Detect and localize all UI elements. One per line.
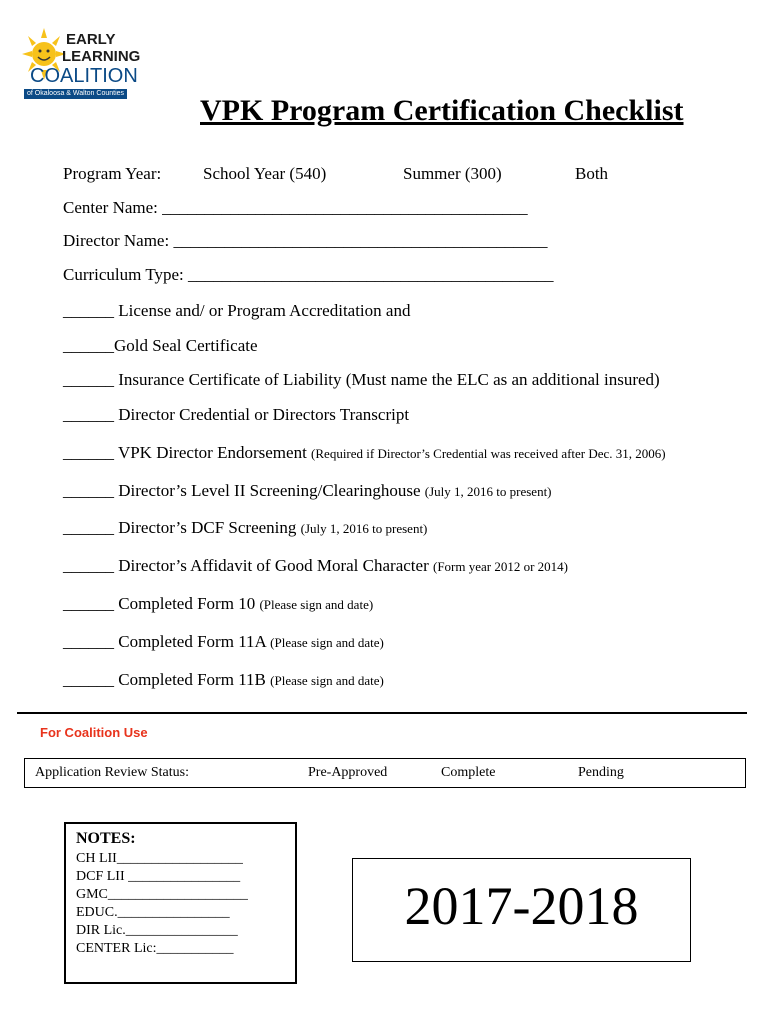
notes-box xyxy=(64,822,297,984)
checklist-item[interactable] xyxy=(63,481,552,501)
section-divider xyxy=(17,712,747,714)
program-year-both[interactable]: Both xyxy=(575,164,609,183)
checklist-item[interactable] xyxy=(63,336,258,356)
logo-coalition: COALITION xyxy=(30,65,138,87)
check-blank[interactable]: ______ xyxy=(63,594,114,613)
check-blank[interactable]: ______ xyxy=(63,405,114,424)
director-name-field[interactable]: Director Name: ____________________________________________ xyxy=(63,231,548,250)
notes-line[interactable]: GMC____________________ xyxy=(76,887,248,902)
item-note: (Please sign and date) xyxy=(259,597,374,612)
review-status-label: Application Review Status: xyxy=(35,765,189,780)
year-text: 2017-2018 xyxy=(404,876,639,936)
item-text: License and/ or Program Accreditation and xyxy=(114,301,411,320)
program-year-label: Program Year: xyxy=(63,164,162,183)
check-blank[interactable]: ______ xyxy=(63,556,114,575)
check-blank[interactable]: ______ xyxy=(63,518,114,537)
review-complete[interactable]: Complete xyxy=(441,765,496,780)
check-blank[interactable]: ______ xyxy=(63,370,114,389)
logo-early: EARLY xyxy=(66,31,116,48)
checklist-item[interactable] xyxy=(63,670,384,690)
notes-line[interactable]: DCF LII ________________ xyxy=(76,869,241,884)
item-text: Director’s DCF Screening xyxy=(114,518,301,537)
item-text: Completed Form 11A xyxy=(114,632,271,651)
notes-title: NOTES: xyxy=(76,830,136,847)
review-pre-approved[interactable]: Pre-Approved xyxy=(308,765,388,780)
page-title: VPK Program Certification Checklist xyxy=(200,94,684,127)
checklist-item[interactable] xyxy=(63,301,410,321)
year-box xyxy=(352,858,691,962)
item-text: Director Credential or Directors Transcript xyxy=(114,405,410,424)
item-note: (Please sign and date) xyxy=(270,673,384,688)
item-note: (July 1, 2016 to present) xyxy=(300,521,428,536)
notes-line[interactable]: EDUC.________________ xyxy=(76,905,230,920)
check-blank[interactable]: ______ xyxy=(63,670,114,689)
review-pending[interactable]: Pending xyxy=(578,765,624,780)
logo-learning: LEARNING xyxy=(62,48,141,65)
item-text: Completed Form 11B xyxy=(114,670,271,689)
check-blank[interactable]: ______ xyxy=(63,301,114,320)
checklist-item[interactable] xyxy=(63,594,373,614)
item-text: Director’s Affidavit of Good Moral Character xyxy=(114,556,433,575)
center-name-field[interactable]: Center Name: ___________________________________________ xyxy=(63,198,528,217)
check-blank[interactable]: ______ xyxy=(63,336,114,355)
coalition-use-heading: For Coalition Use xyxy=(40,725,148,740)
checklist-item[interactable] xyxy=(63,370,660,390)
program-year-school[interactable]: School Year (540) xyxy=(203,164,327,183)
item-note: (July 1, 2016 to present) xyxy=(424,484,552,499)
checklist-item[interactable] xyxy=(63,632,384,652)
item-text: VPK Director Endorsement xyxy=(114,443,312,462)
review-status-box xyxy=(24,758,746,788)
item-text: Insurance Certificate of Liability (Must name the ELC as an additional insured) xyxy=(114,370,660,389)
coalition-logo xyxy=(22,28,142,106)
item-text: Gold Seal Certificate xyxy=(114,336,258,355)
item-text: Director’s Level II Screening/Clearinghouse xyxy=(114,481,425,500)
curriculum-type-field[interactable]: Curriculum Type: ___________________________________________ xyxy=(63,265,554,284)
checklist-item[interactable] xyxy=(63,518,427,538)
check-blank[interactable]: ______ xyxy=(63,632,114,651)
notes-line[interactable]: CH LII__________________ xyxy=(76,851,243,866)
checklist-item[interactable] xyxy=(63,443,666,463)
check-blank[interactable]: ______ xyxy=(63,481,114,500)
item-note: (Please sign and date) xyxy=(270,635,384,650)
checklist-item[interactable] xyxy=(63,556,568,576)
item-text: Completed Form 10 xyxy=(114,594,260,613)
item-note: (Required if Director’s Credential was received after Dec. 31, 2006) xyxy=(311,446,666,461)
checklist-item[interactable] xyxy=(63,405,409,425)
program-year-summer[interactable]: Summer (300) xyxy=(403,164,502,183)
check-blank[interactable]: ______ xyxy=(63,443,114,462)
item-note: (Form year 2012 or 2014) xyxy=(432,559,569,574)
notes-line[interactable]: DIR Lic.________________ xyxy=(76,923,238,938)
notes-line[interactable]: CENTER Lic:___________ xyxy=(76,941,234,956)
logo-subtitle: of Okaloosa & Walton Counties xyxy=(24,89,127,99)
